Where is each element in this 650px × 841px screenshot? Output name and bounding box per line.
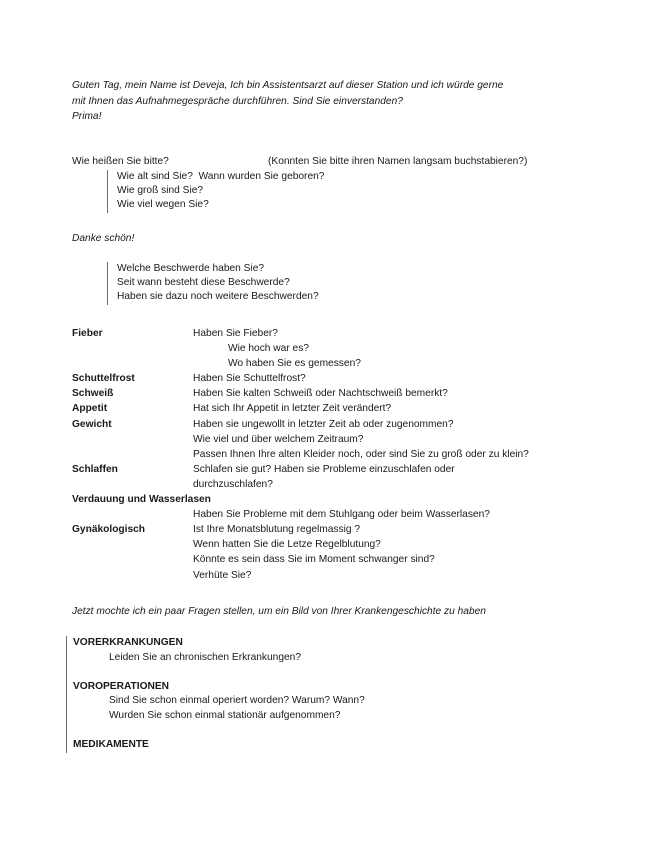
symptom-row: [72, 537, 577, 552]
name-question-row: [72, 155, 577, 170]
symptom-question: Haben sie ungewollt in letzter Zeit ab oder zugenommen?: [193, 418, 454, 430]
name-sub-question-1: Wie alt sind Sie? Wann wurden Sie geboren?: [117, 171, 325, 182]
history-heading: MEDIKAMENTE: [73, 739, 149, 751]
thanks-line: Danke schön!: [72, 233, 135, 244]
symptom-question: Wenn hatten Sie die Letze Regelblutung?: [193, 539, 381, 551]
symptom-row: [72, 356, 577, 371]
symptom-row: [72, 568, 577, 583]
symptom-row: [72, 492, 577, 507]
symptom-label: Appetit: [72, 403, 108, 415]
name-sub-question-2: Wie groß sind Sie?: [117, 185, 204, 197]
history-question: Wurden Sie schon einmal stationär aufgenommen?: [109, 709, 341, 721]
symptom-question: durchzuschlafen?: [193, 478, 273, 490]
symptom-question: Ist Ihre Monatsblutung regelmassig ?: [193, 524, 361, 536]
symptom-question: Verhüte Sie?: [193, 569, 252, 581]
name-question: Wie heißen Sie bitte?: [72, 156, 169, 167]
symptom-label: Schlaffen: [72, 463, 118, 475]
symptom-question: Könnte es sein dass Sie im Moment schwanger sind?: [193, 554, 435, 566]
symptom-row: [72, 371, 577, 386]
symptom-label: Fieber: [72, 328, 103, 339]
complaints-question-3: Haben sie dazu noch weitere Beschwerden?: [117, 291, 319, 303]
complaints-questions: [107, 262, 319, 305]
symptom-row: [72, 401, 577, 416]
name-sub-questions: [107, 170, 324, 213]
intro-line-1: Guten Tag, mein Name ist Deveja, Ich bin Assistentsarzt auf dieser Station und ich würde gerne: [72, 80, 504, 91]
symptom-question: Schlafen sie gut? Haben sie Probleme einzuschlafen oder: [193, 463, 455, 475]
symptom-row: [72, 386, 577, 401]
complaints-question-1: Welche Beschwerde haben Sie?: [117, 263, 265, 274]
symptom-row: [72, 447, 577, 462]
history-heading: VOROPERATIONEN: [73, 680, 170, 692]
history-spacer: [73, 724, 578, 739]
symptom-row: [72, 432, 577, 447]
history-spacer: [73, 665, 578, 680]
complaints-question-2: Seit wann besteht diese Beschwerde?: [117, 277, 290, 289]
symptom-question: Wie hoch war es?: [228, 343, 309, 355]
symptom-question: Wie viel und über welchem Zeitraum?: [193, 433, 364, 445]
transition-sentence: Jetzt mochte ich ein paar Fragen stellen, um ein Bild von Ihrer Krankengeschichte zu haben: [72, 606, 486, 617]
symptom-question: Haben Sie Fieber?: [193, 328, 278, 339]
symptom-table: [72, 326, 577, 583]
symptom-question: Wo haben Sie es gemessen?: [228, 358, 361, 370]
symptom-row: [72, 507, 577, 522]
symptom-row: [72, 462, 577, 477]
history-block: [66, 636, 578, 753]
symptom-label: Schuttelfrost: [72, 373, 135, 385]
symptom-row: [72, 417, 577, 432]
intro-line-3: Prima!: [72, 111, 102, 123]
symptom-question: Hat sich Ihr Appetit in letzter Zeit verändert?: [193, 403, 392, 415]
symptom-label: Gynäkologisch: [72, 524, 146, 536]
name-question-parenthetical: (Konnten Sie bitte ihren Namen langsam buchstabieren?): [268, 156, 528, 167]
symptom-row: [72, 477, 577, 492]
name-sub-question-3: Wie viel wegen Sie?: [117, 199, 209, 211]
symptom-row: [72, 522, 577, 537]
intro-line-2: mit Ihnen das Aufnahmegespräche durchführen. Sind Sie einverstanden?: [72, 95, 403, 107]
symptom-row: [72, 326, 577, 341]
symptom-question: Passen Ihnen Ihre alten Kleider noch, oder sind Sie zu groß oder zu klein?: [193, 448, 529, 460]
symptom-label: Schweiß: [72, 388, 114, 400]
history-heading: VORERKRANKUNGEN: [73, 637, 183, 648]
symptom-label: Gewicht: [72, 418, 112, 430]
symptom-question: Haben Sie Probleme mit dem Stuhlgang oder beim Wasserlasen?: [193, 509, 490, 521]
symptom-row: [72, 341, 577, 356]
symptom-row: [72, 552, 577, 567]
symptom-question: Haben Sie Schuttelfrost?: [193, 373, 306, 385]
history-question: Leiden Sie an chronischen Erkrankungen?: [109, 651, 301, 663]
symptom-label: Verdauung und Wasserlasen: [72, 494, 211, 506]
symptom-question: Haben Sie kalten Schweiß oder Nachtschweiß bemerkt?: [193, 388, 448, 400]
history-question: Sind Sie schon einmal operiert worden? Warum? Wann?: [109, 695, 365, 707]
intro-paragraph: [72, 78, 577, 125]
